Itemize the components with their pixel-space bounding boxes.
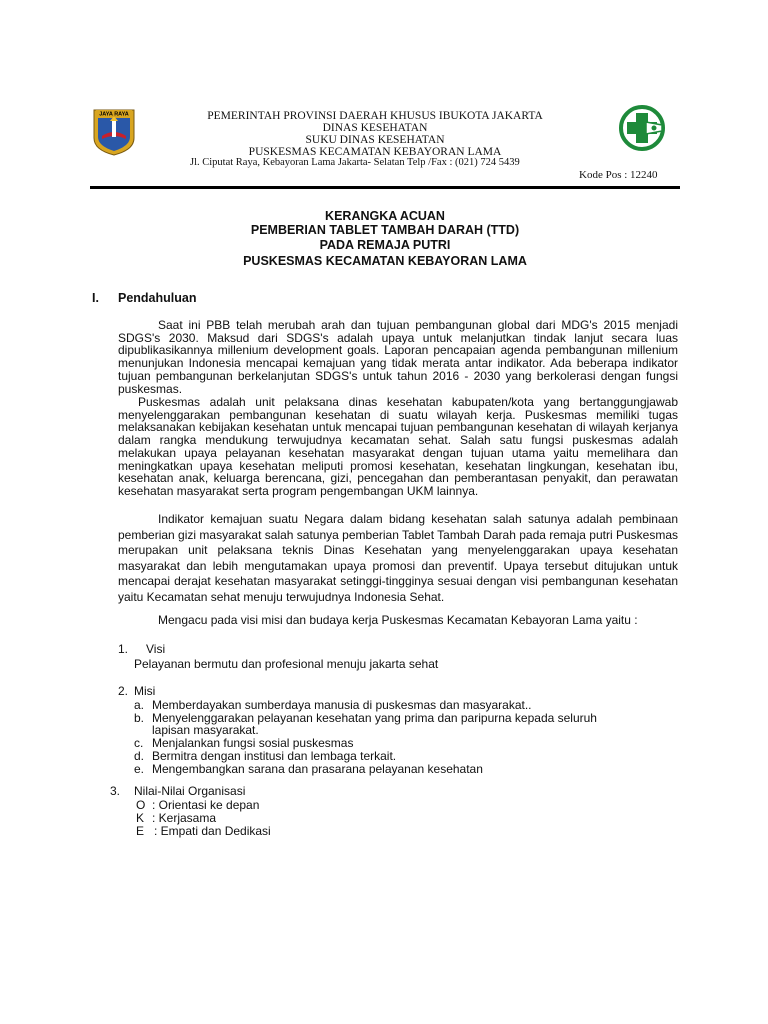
header-line-dinas: DINAS KESEHATAN [322,122,428,134]
paragraph-sdgs: Saat ini PBB telah merubah arah dan tujuan pembangunan global dari MDG's 2015 menjadi SDGS's 2030. Maksud dari SDGS's adalah upaya untuk melanjutkan tindak lanjut secara luas dipublikasikannya millenium development goals. Laporan pencapaian agenda pembangunan millenium menunjukan Indonesia mencapai kemajuan yang tidak merata antar indikator. Ada beberapa indikator tujuan pembangunan berkelanjutan SDGS's untuk tahun 2016 - 2030 yang berkolerasi dengan fungsi puskesmas. [118,318,678,396]
misi-item-text: Menjalankan fungsi sosial puskesmas [152,736,354,750]
nilai-text: : Empati dan Dedikasi [154,824,271,838]
misi-item-letter: b. [134,711,145,725]
misi-item-text: Bermitra dengan institusi dan lembaga terkait. [152,749,397,763]
misi-label: Misi [134,684,156,698]
misi-item-text: Menyelenggarakan pelayanan kesehatan yang prima dan paripurna kepada seluruh [152,711,597,725]
header-line-puskesmas: PUSKESMAS KECAMATAN KEBAYORAN LAMA [248,146,502,158]
puskesmas-logo [612,105,672,151]
misi-item-letter: e. [134,762,145,776]
logo-left-text: JAYA RAYA [99,111,129,118]
paragraph-puskesmas: Puskesmas adalah unit pelaksana dinas kesehatan kabupaten/kota yang bertanggungjawab menyelenggarakan pembangunan kesehatan di suatu wilayah kerja. Puskesmas memiliki tugas melaksanakan kebijakan kesehatan untuk mencapai tujuan pembangunan kesehatan di wilayah kerjanya dalam rangka mendukung terwujudnya kecamatan sehat. Salah satu fungsi puskesmas adalah melakukan upaya pelayanan kesehatan masyarakat dengan tujuan utama yaitu memelihara dan meningkatkan upaya kesehatan meliputi promosi kesehatan, kesehatan lingkungan, kesehatan ibu, kesehatan anak, keluarga berencana, gizi, pencegahan dan pemberantasan penyakit, dan perawatan kesehatan masyarakat serta program pengembangan UKM lainnya. [118,395,678,498]
misi-item-text: Memberdayakan sumberdaya manusia di puskesmas dan masyarakat.. [152,698,532,712]
misi-item-letter: c. [134,736,144,750]
misi-item-letter: a. [134,698,145,712]
visi-label: Visi [146,642,166,656]
misi-number: 2. [118,684,129,698]
nilai-key: O [136,798,146,812]
nilai-text: : Orientasi ke depan [152,798,260,812]
nilai-text: : Kerjasama [152,811,217,825]
header-divider [90,186,680,189]
header-address: Jl. Ciputat Raya, Kebayoran Lama Jakarta- Selatan Telp /Fax : (021) 724 5439 [190,157,520,168]
nilai-key: E [136,824,145,838]
nilai-key: K [136,811,145,825]
nilai-label: Nilai-Nilai Organisasi [134,784,246,798]
paragraph-mengacu: Mengacu pada visi misi dan budaya kerja Puskesmas Kecamatan Kebayoran Lama yaitu : [158,613,638,627]
title-remaja-putri: PADA REMAJA PUTRI [319,238,451,252]
header-postal-code: Kode Pos : 12240 [579,169,658,181]
title-pemberian-ttd: PEMBERIAN TABLET TAMBAH DARAH (TTD) [250,223,520,237]
header-line-province: PEMERINTAH PROVINSI DAERAH KHUSUS IBUKOTA JAKARTA [207,110,543,122]
nilai-number: 3. [110,784,121,798]
title-kerangka-acuan: KERANGKA ACUAN [325,209,445,223]
title-puskesmas: PUSKESMAS KECAMATAN KEBAYORAN LAMA [243,254,527,268]
header-line-suku-dinas: SUKU DINAS KESEHATAN [305,134,445,146]
misi-item-text: Mengembangkan sarana dan prasarana pelayanan kesehatan [152,762,483,776]
misi-item-letter: d. [134,749,145,763]
visi-number: 1. [118,642,129,656]
section-number: I. [92,291,99,305]
section-heading: Pendahuluan [118,291,197,305]
misi-item-continuation: lapisan masyarakat. [152,723,259,737]
visi-text: Pelayanan bermutu dan profesional menuju jakarta sehat [134,657,439,671]
paragraph-indikator: Indikator kemajuan suatu Negara dalam bidang kesehatan salah satunya adalah pembinaan pemberian gizi masyarakat salah satunya pemberian Tablet Tambah Darah pada remaja putri Puskesmas merupakan unit pelaksana teknis Dinas Kesehatan yang menyelenggarakan upaya kesehatan masyarakat dan lebih mengutamakan upaya promosi dan preventif. Upaya tersebut ditujukan untuk mencapai derajat kesehatan masyarakat setinggi-tingginya sesuai dengan visi pembangunan kesehatan yaitu Kecamatan sehat menuju terwujudnya Indonesia Sehat. [118,512,678,604]
jakarta-emblem-logo [90,108,138,156]
